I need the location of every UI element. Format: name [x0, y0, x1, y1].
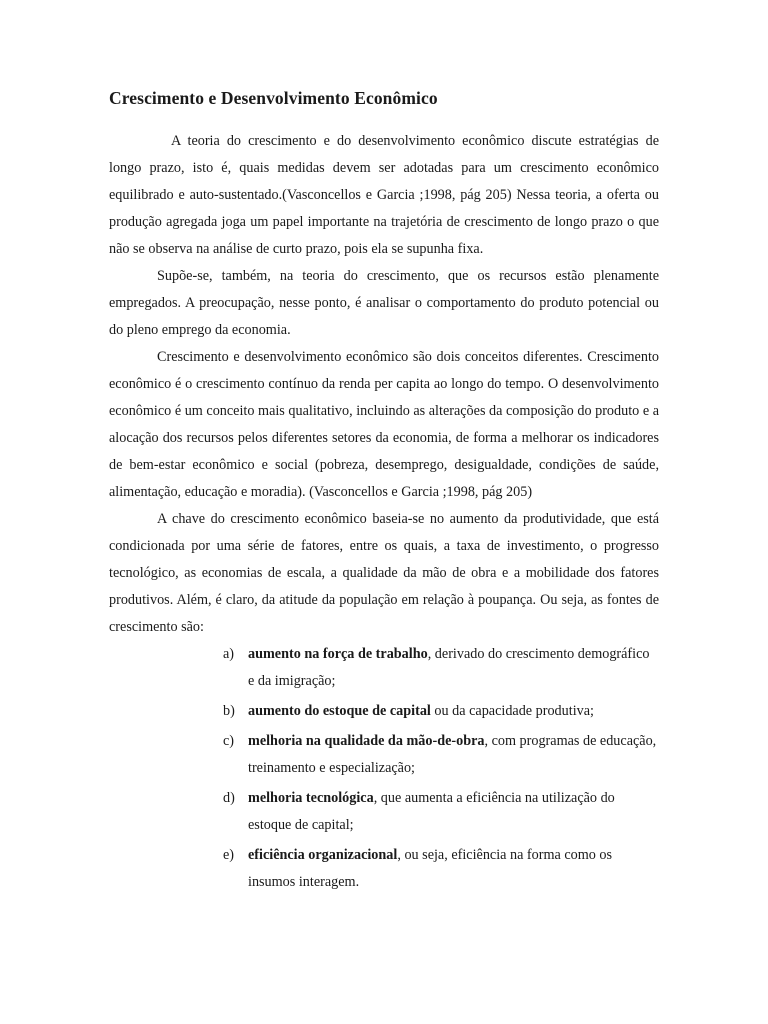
- list-item-text: , com programas de educação, treinamento e especialização;: [248, 733, 657, 776]
- list-item-bold: aumento na força de trabalho: [248, 646, 428, 662]
- list-item-bold: melhoria tecnológica: [248, 790, 374, 806]
- growth-sources-list: [224, 641, 659, 896]
- paragraph-2: Supõe-se, também, na teoria do crescimento, que os recursos estão plenamente empregados. A preocupação, nesse ponto, é analisar o comportamento do produto potencial ou do pleno emprego da economia.: [109, 268, 659, 338]
- document-title: Crescimento e Desenvolvimento Econômico: [109, 88, 438, 108]
- list-item-bold: eficiência organizacional: [248, 847, 398, 863]
- list-item-text: , derivado do crescimento demográfico e da imigração;: [248, 646, 650, 689]
- paragraph-4: A chave do crescimento econômico baseia-se no aumento da produtividade, que está condicionada por uma série de fatores, entre os quais, a taxa de investimento, o progresso tecnológico, as economias de escala, a qualidade da mão de obra e a mobilidade dos fatores produtivos. Além, é claro, da atitude da população em relação à poupança. Ou seja, as fontes de crescimento são:: [109, 511, 659, 635]
- list-marker: a): [223, 646, 235, 662]
- list-item-bold: aumento do estoque de capital: [248, 703, 431, 719]
- list-item: [224, 728, 659, 782]
- list-marker: c): [223, 733, 235, 749]
- list-item: [224, 641, 659, 695]
- paragraph-3: Crescimento e desenvolvimento econômico são dois conceitos diferentes. Crescimento econômico é o crescimento contínuo da renda per capita ao longo do tempo. O desenvolvimento econômico é um conceito mais qualitativo, incluindo as alterações da composição do produto e a alocação dos recursos pelos diferentes setores da economia, de forma a melhorar os indicadores de bem-estar econômico e social (pobreza, desemprego, desigualdade, condições de saúde, alimentação, educação e moradia). (Vasconcellos e Garcia ;1998, pág 205): [109, 349, 659, 500]
- list-marker: e): [223, 847, 235, 863]
- list-item: [224, 785, 659, 839]
- list-marker: d): [223, 790, 235, 806]
- list-item: [224, 698, 659, 725]
- list-item-text: ou da capacidade produtiva;: [430, 703, 594, 719]
- document-page: [109, 86, 659, 899]
- list-item: [224, 842, 659, 896]
- list-item-text: , ou seja, eficiência na forma como os insumos interagem.: [248, 847, 613, 890]
- paragraph-1: A teoria do crescimento e do desenvolvimento econômico discute estratégias de longo prazo, isto é, quais medidas devem ser adotadas para um crescimento econômico equilibrado e auto-sustentado.(Vasconcellos e Garcia ;1998, pág 205) Nessa teoria, a oferta ou produção agregada joga um papel importante na trajetória de crescimento de longo prazo o que não se observa na análise de curto prazo, pois ela se supunha fixa.: [109, 133, 659, 257]
- list-item-bold: melhoria na qualidade da mão-de-obra: [248, 733, 485, 749]
- list-marker: b): [223, 703, 235, 719]
- list-item-text: , que aumenta a eficiência na utilização do estoque de capital;: [248, 790, 615, 833]
